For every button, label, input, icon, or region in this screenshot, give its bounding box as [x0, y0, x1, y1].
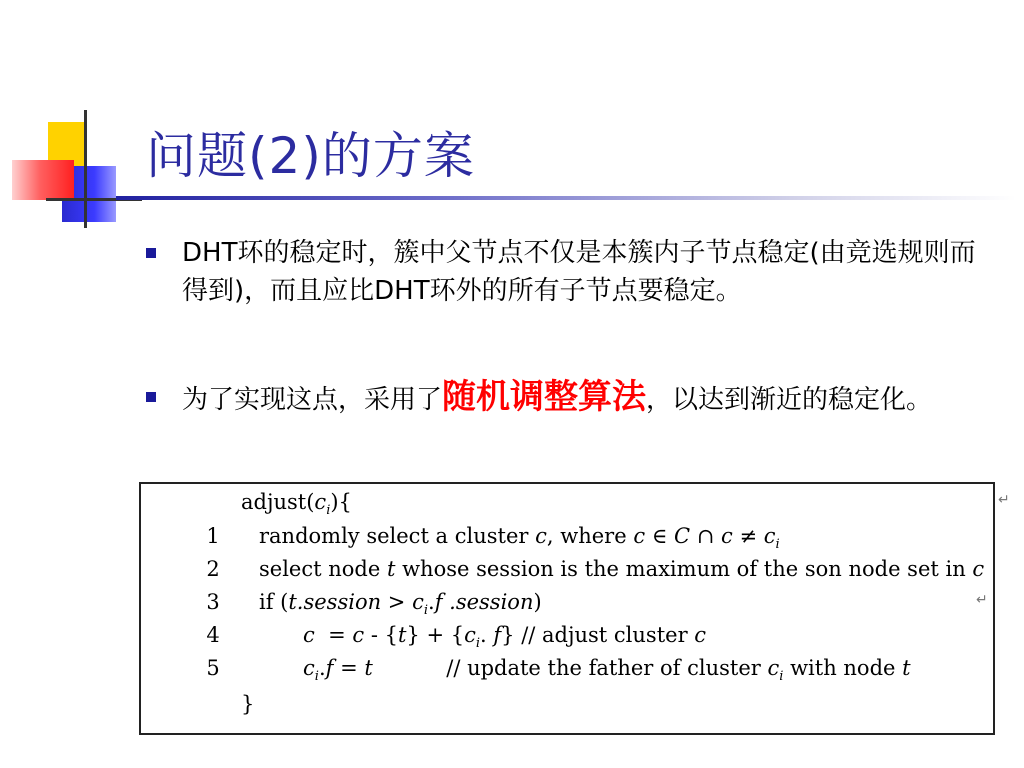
- return-mark-icon: ↵: [998, 492, 1010, 508]
- line-number: 4: [206, 623, 220, 647]
- algorithm-line-4: 4 $c = c - \{t\} + \{c_i$. f} // adjust cluster c: [203, 621, 706, 658]
- bullet-text-1: [182, 234, 992, 310]
- algorithm-closing: }: [241, 692, 255, 716]
- line-number: 1: [206, 524, 220, 548]
- algorithm-header-end: ){: [330, 490, 352, 514]
- bullet-item-2: [146, 378, 996, 468]
- line-number: 3: [206, 590, 220, 614]
- algorithm-header: [241, 488, 352, 525]
- bullet-square-icon: [146, 248, 156, 258]
- bullet-2-text-after: ，以达到渐近的稳定化。: [646, 385, 933, 415]
- logo-vertical-line: [84, 110, 87, 228]
- title-underline: [116, 196, 1016, 200]
- bullet-square-icon: [146, 392, 156, 402]
- algorithm-line-3: 3 if (t.session > $c_i.f$ .session): [203, 588, 542, 625]
- line-number: 2: [206, 557, 220, 581]
- algorithm-box: [139, 482, 995, 735]
- algorithm-header-text: adjust(: [241, 490, 315, 514]
- algorithm-header-sub: i: [326, 503, 331, 519]
- algorithm-line-2: 2 select node t whose session is the maximum of the son node set in c: [203, 555, 984, 583]
- algorithm-line-1: 1 randomly select a cluster c, where c ∈ C ∩ $c \ne c_i$: [203, 522, 780, 559]
- bullet-item-1: [146, 234, 996, 354]
- bullet-2-highlight: 随机调整算法: [442, 377, 647, 417]
- algorithm-header-var: c: [314, 490, 327, 514]
- bullet-2-text-before: 为了实现这点，采用了: [182, 385, 443, 415]
- slide-title: 问题(2)的方案: [146, 127, 475, 185]
- algorithm-line-5: 5 $c_i.f = t$ // update the father of cluster $c_i$ with node t: [203, 654, 911, 691]
- line-number: 5: [206, 656, 220, 680]
- bullet-text-2: [182, 378, 992, 419]
- return-mark-icon: ↵: [976, 592, 988, 608]
- logo-red-square: [12, 160, 74, 200]
- bullet-1-text: DHT环的稳定时，簇中父节点不仅是本簇内子节点稳定(由竞选规则而得到)，而且应比DHT环外的所有子节点要稳定。: [182, 238, 976, 306]
